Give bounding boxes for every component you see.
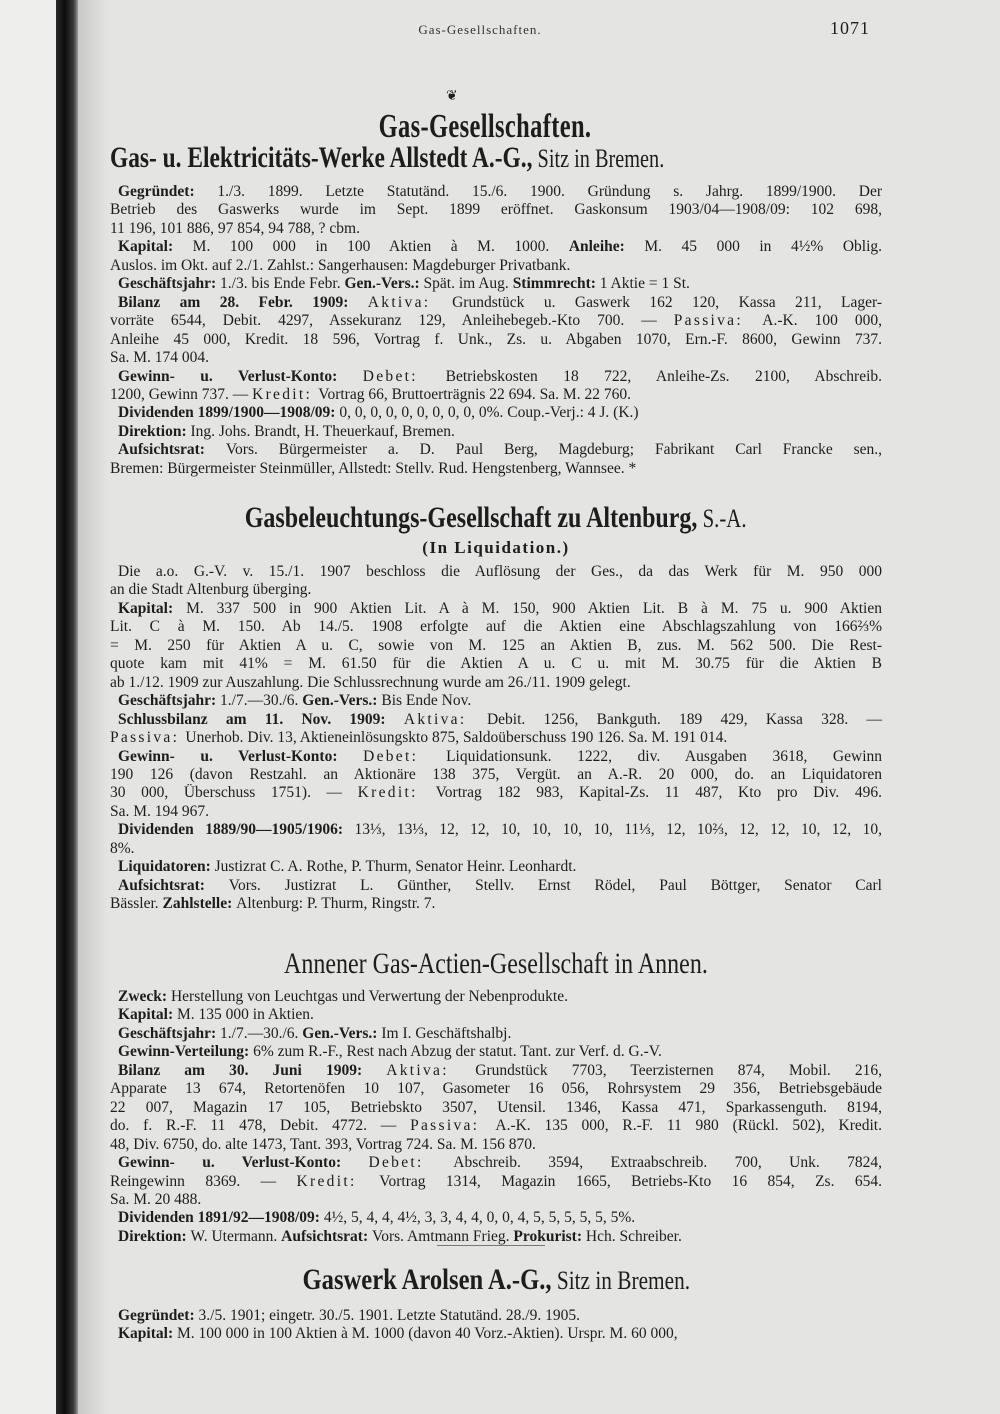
heading-company-name: Gaswerk Arolsen A.-G., bbox=[302, 1263, 552, 1296]
field-label: Gegründet: bbox=[118, 1307, 199, 1324]
field-label: Geschäftsjahr: bbox=[118, 692, 221, 710]
field-value: W. Utermann. bbox=[190, 1227, 282, 1245]
field-value: 48, Div. 6750, do. alte 1473, Tant. 393, Vortrag 724. Sa. M. 156 870. bbox=[110, 1135, 536, 1153]
text-line bbox=[110, 386, 882, 404]
field-value: 0, 0, 0, 0, 0, 0, 0, 0, 0, 0%. Coup.-Verj.: 4 J. (K.) bbox=[339, 404, 639, 422]
text-line bbox=[110, 895, 882, 913]
field-label: Schlussbilanz am 11. Nov. 1909: bbox=[118, 710, 404, 728]
field-value: vorräte 6544, Debit. 4297, Assekuranz 129, Anleihebegeb.-Kto 700. — bbox=[110, 312, 674, 330]
field-value: 8%. bbox=[110, 839, 135, 857]
field-value: Bässler. bbox=[110, 895, 163, 913]
text-line bbox=[110, 368, 882, 386]
text-line bbox=[110, 840, 882, 858]
text-line bbox=[110, 1080, 882, 1098]
heading-seat: Annener Gas-Actien-Gesellschaft in Annen. bbox=[284, 947, 708, 980]
text-line bbox=[110, 257, 882, 275]
paragraph bbox=[110, 1025, 882, 1043]
text-line bbox=[110, 404, 882, 422]
text-line bbox=[110, 581, 882, 599]
field-value: 1200, Gewinn 737. — bbox=[110, 385, 253, 403]
spaced-label: Passiva: bbox=[110, 729, 186, 747]
paragraph bbox=[110, 692, 882, 710]
page-title: Gas-Gesellschaften. bbox=[378, 108, 592, 145]
paragraph bbox=[110, 1043, 882, 1061]
field-value: Lit. C à M. 150. Ab 14./5. 1908 erfolgte auf die Aktien eine Abschlagszahlung von 166⅔% bbox=[110, 618, 882, 636]
field-value: 11 196, 101 886, 97 854, 94 788, ? cbm. bbox=[110, 219, 360, 237]
text-line bbox=[110, 858, 882, 876]
field-label: Gewinn- u. Verlust-Konto: bbox=[118, 367, 363, 385]
field-label: Dividenden 1899/1900—1908/09: bbox=[118, 404, 340, 422]
section-divider bbox=[437, 1245, 545, 1246]
text-line bbox=[110, 1307, 882, 1325]
text-line bbox=[110, 1209, 882, 1227]
text-line bbox=[110, 1117, 882, 1135]
field-value: Hch. Schreiber. bbox=[585, 1227, 682, 1245]
field-value: M. 100 000 in 100 Aktien à M. 1000 (davon 40 Vorz.-Aktien). Urspr. M. 60 000, bbox=[177, 1325, 678, 1343]
text-line bbox=[110, 331, 882, 349]
entry-heading bbox=[110, 946, 882, 982]
field-value: Vors. Justizrat L. Günther, Stellv. Ernst Rödel, Paul Böttger, Senator Carl bbox=[228, 876, 882, 894]
text-line bbox=[110, 563, 882, 581]
paragraph bbox=[110, 423, 882, 441]
text-line bbox=[110, 674, 882, 692]
field-value: 22 007, Magazin 17 105, Betriebskto 3507, Utensil. 1346, Kassa 471, Sparkassenguth. 8194, bbox=[110, 1098, 882, 1116]
heading-seat: Sitz in Bremen. bbox=[532, 144, 665, 173]
previous-page-margin bbox=[0, 0, 56, 1414]
field-label: Geschäftsjahr: bbox=[118, 1024, 221, 1042]
text-line bbox=[110, 1136, 882, 1154]
field-label: Gewinn- u. Verlust-Konto: bbox=[118, 1154, 369, 1172]
spaced-label: Debet: bbox=[362, 367, 446, 385]
field-value: 1 Aktie = 1 St. bbox=[599, 275, 690, 293]
field-value: Sa. M. 20 488. bbox=[110, 1190, 202, 1208]
field-value: Unerhob. Div. 13, Aktieneinlösungskto 875, Saldoüberschuss 190 126. Sa. M. 191 014. bbox=[185, 729, 728, 747]
paragraph bbox=[110, 294, 882, 368]
text-line bbox=[110, 441, 882, 459]
field-label: Direktion: bbox=[118, 422, 191, 440]
field-label: Zweck: bbox=[118, 988, 171, 1005]
field-value: 1./7.—30./6. bbox=[220, 1024, 303, 1042]
field-value: M. 45 000 in 4½% Oblig. bbox=[644, 238, 882, 256]
field-value: Vors. Bürgermeister a. D. Paul Berg, Magdeburg; Fabrikant Carl Francke sen., bbox=[225, 441, 882, 459]
field-label: Bilanz am 30. Juni 1909: bbox=[118, 1061, 387, 1079]
paragraph bbox=[110, 238, 882, 275]
spaced-label: Aktiva: bbox=[367, 293, 453, 311]
field-label: Gen.-Vers.: bbox=[302, 692, 382, 710]
paragraph bbox=[110, 748, 882, 822]
field-label: Aufsichtsrat: bbox=[118, 876, 229, 894]
text-line bbox=[110, 460, 882, 478]
paragraph bbox=[110, 275, 882, 293]
entry-altenburg bbox=[110, 500, 882, 914]
field-value: Vortrag 182 983, Kapital-Zs. 11 487, Kto pro Div. 496. bbox=[435, 784, 883, 802]
text-line bbox=[110, 1173, 882, 1191]
entry-allstedt bbox=[110, 140, 882, 478]
field-label: Kapital: bbox=[118, 1325, 177, 1343]
field-label: Kapital: bbox=[118, 599, 187, 617]
field-value: M. 135 000 in Aktien. bbox=[177, 1006, 314, 1024]
text-line bbox=[110, 423, 882, 441]
text-line bbox=[110, 711, 882, 729]
field-value: Auslos. im Okt. auf 2./1. Zahlst.: Sangerhausen: Magdeburger Privatbank. bbox=[110, 256, 571, 274]
field-value: 4½, 5, 4, 4, 4½, 3, 3, 4, 4, 0, 0, 4, 5, 5, 5, 5, 5, 5%. bbox=[323, 1209, 636, 1227]
text-line bbox=[110, 766, 882, 784]
field-label: Gewinn-Verteilung: bbox=[118, 1043, 254, 1061]
field-value: Vors. Amtmann Frieg. bbox=[372, 1227, 514, 1245]
text-line bbox=[110, 1043, 882, 1061]
field-value: 6% zum R.-F., Rest nach Abzug der statut. Tant. zur Verf. d. G.-V. bbox=[253, 1043, 662, 1061]
paragraph bbox=[110, 404, 882, 422]
spaced-label: Kredit: bbox=[252, 385, 319, 403]
field-value: 13⅓, 13⅓, 12, 12, 10, 10, 10, 10, 11⅓, 12, 10⅔, 12, 12, 10, 12, 10, bbox=[354, 821, 882, 839]
paragraph bbox=[110, 183, 882, 238]
binding-shadow bbox=[78, 0, 108, 1414]
entry-annen bbox=[110, 946, 882, 1246]
field-label: Anleihe: bbox=[568, 238, 645, 256]
text-line bbox=[110, 1154, 882, 1172]
field-label: Dividenden 1889/90—1905/1906: bbox=[118, 821, 355, 839]
field-value: Grundstück 7703, Teerzisternen 874, Mobil. 216, bbox=[475, 1061, 882, 1079]
text-line bbox=[110, 600, 882, 618]
spaced-label: Debet: bbox=[363, 747, 447, 765]
heading-seat: Sitz in Bremen. bbox=[551, 1266, 690, 1295]
field-value: = M. 250 für Aktien A u. C, sowie von M. 125 an Aktien B, zus. M. 562 500. Die Rest- bbox=[110, 636, 882, 654]
entry-heading bbox=[110, 1262, 882, 1299]
field-value: Sa. M. 174 004. bbox=[110, 349, 210, 367]
entry-heading bbox=[110, 500, 882, 537]
text-line bbox=[110, 988, 882, 1006]
heading-seat: S.-A. bbox=[697, 504, 747, 533]
paragraph bbox=[110, 1307, 882, 1325]
field-label: Kapital: bbox=[118, 1006, 177, 1024]
text-line bbox=[110, 275, 882, 293]
field-value: Anleihe 45 000, Kredit. 18 596, Vortrag f. Unk., Zs. u. Abgaben 1070, Ern.-F. 8600, Gewinn 737. bbox=[110, 330, 882, 348]
paragraph bbox=[110, 563, 882, 600]
field-value: Die a.o. G.-V. v. 15./1. 1907 beschloss die Auflösung der Ges., da das Werk für M. 950 000 bbox=[118, 563, 882, 580]
field-value: Im I. Geschäftshalbj. bbox=[381, 1024, 512, 1042]
paragraph bbox=[110, 711, 882, 748]
field-label: Prokurist: bbox=[513, 1227, 586, 1245]
field-label: Gewinn- u. Verlust-Konto: bbox=[118, 747, 364, 765]
text-line bbox=[110, 784, 882, 802]
field-value: Apparate 13 674, Retortenöfen 10 107, Gasometer 16 056, Rohrsystem 29 356, Betriebsgebäude bbox=[110, 1080, 882, 1098]
field-value: Ing. Johs. Brandt, H. Theuerkauf, Bremen. bbox=[190, 422, 455, 440]
text-line bbox=[110, 1099, 882, 1117]
text-line bbox=[110, 1006, 882, 1024]
field-value: Sa. M. 194 967. bbox=[110, 802, 210, 820]
spaced-label: Kredit: bbox=[296, 1172, 380, 1190]
text-line bbox=[110, 729, 882, 747]
field-value: 1./3. bis Ende Febr. bbox=[220, 275, 345, 293]
entry-arolsen bbox=[110, 1262, 882, 1344]
field-label: Kapital: bbox=[118, 238, 193, 256]
text-line bbox=[110, 312, 882, 330]
spaced-label: Debet: bbox=[368, 1154, 454, 1172]
text-line bbox=[110, 821, 882, 839]
field-label: Stimmrecht: bbox=[512, 275, 600, 293]
text-line bbox=[110, 349, 882, 367]
paragraph bbox=[110, 1006, 882, 1024]
field-value: Liquidationsunk. 1222, div. Ausgaben 3618, Gewinn bbox=[446, 747, 883, 765]
text-line bbox=[110, 1228, 882, 1246]
ornament-icon: ❦ bbox=[446, 89, 458, 104]
field-value: Abschreib. 3594, Extraabschreib. 700, Unk. 7824, bbox=[453, 1154, 882, 1172]
field-label: Aufsichtsrat: bbox=[118, 441, 226, 459]
entry-heading bbox=[110, 140, 882, 177]
field-value: do. f. R.-F. 11 478, Debit. 4772. — bbox=[110, 1117, 411, 1135]
field-value: 3./5. 1901; eingetr. 30./5. 1901. Letzte Statutänd. 28./9. 1905. bbox=[198, 1307, 580, 1324]
field-value: Herstellung von Leuchtgas und Verwertung der Nebenprodukte. bbox=[170, 988, 568, 1005]
field-label: Bilanz am 28. Febr. 1909: bbox=[118, 293, 368, 311]
field-value: Grundstück u. Gaswerk 162 120, Kassa 211, Lager- bbox=[452, 293, 882, 311]
book-binding bbox=[56, 0, 78, 1414]
text-line bbox=[110, 238, 882, 256]
text-line bbox=[110, 618, 882, 636]
field-value: Bremen: Bürgermeister Steinmüller, Allstedt: Stellv. Rud. Hengstenberg, Wannsee. * bbox=[110, 459, 637, 477]
paragraph bbox=[110, 1154, 882, 1209]
spaced-label: Kredit: bbox=[357, 784, 436, 802]
field-value: Vortrag 1314, Magazin 1665, Betriebs-Kto 16 854, Zs. 654. bbox=[379, 1172, 883, 1190]
field-value: M. 337 500 in 900 Aktien Lit. A à M. 150, 900 Aktien Lit. B à M. 75 u. 900 Aktien bbox=[186, 599, 882, 617]
paragraph bbox=[110, 1228, 882, 1246]
text-line bbox=[110, 201, 882, 219]
field-value: Altenburg: P. Thurm, Ringstr. 7. bbox=[236, 895, 436, 913]
field-label: Zahlstelle: bbox=[162, 895, 237, 913]
text-line bbox=[110, 220, 882, 238]
spaced-label: Aktiva: bbox=[386, 1061, 476, 1079]
field-value: Betriebskosten 18 722, Anleihe-Zs. 2100, Abschreib. bbox=[445, 367, 882, 385]
text-line bbox=[110, 1062, 882, 1080]
paragraph bbox=[110, 877, 882, 914]
text-line bbox=[110, 803, 882, 821]
text-line bbox=[110, 748, 882, 766]
paragraph bbox=[110, 988, 882, 1006]
field-value: 190 126 (davon Restzahl. an Aktionäre 138 375, Vergüt. an A.-R. 20 000, do. an Liquidatoren bbox=[110, 765, 882, 783]
page-number: 1071 bbox=[830, 18, 870, 38]
field-value: Reingewinn 8369. — bbox=[110, 1172, 297, 1190]
paragraph bbox=[110, 368, 882, 405]
paragraph bbox=[110, 1209, 882, 1227]
paragraph bbox=[110, 1062, 882, 1154]
field-label: Geschäftsjahr: bbox=[118, 275, 221, 293]
text-line bbox=[110, 183, 882, 201]
text-line bbox=[110, 637, 882, 655]
field-value: Spät. im Aug. bbox=[423, 275, 513, 293]
field-value: quote kam mit 41% = M. 61.50 für die Aktien A u. C u. mit M. 30.75 für die Aktien B bbox=[110, 655, 882, 673]
field-label: Direktion: bbox=[118, 1227, 191, 1245]
field-value: 1./3. 1899. Letzte Statutänd. 15./6. 1900. Gründung s. Jahrg. 1899/1900. Der bbox=[217, 183, 882, 200]
field-value: an die Stadt Altenburg überging. bbox=[110, 581, 312, 599]
field-value: Betrieb des Gaswerks wurde im Sept. 1899 eröffnet. Gaskonsum 1903/04—1908/09: 102 698, bbox=[110, 201, 882, 219]
text-line bbox=[110, 877, 882, 895]
field-label: Gen.-Vers.: bbox=[302, 1024, 382, 1042]
paragraph bbox=[110, 1325, 882, 1343]
field-value: M. 100 000 in 100 Aktien à M. 1000. bbox=[192, 238, 569, 256]
field-value: A.-K. 135 000, R.-F. 11 980 (Rückl. 502), Kredit. bbox=[495, 1117, 882, 1135]
field-value: 30 000, Überschuss 1751). — bbox=[110, 784, 358, 802]
field-value: Debit. 1256, Bankguth. 189 429, Kassa 328. — bbox=[486, 710, 882, 728]
field-value: ab 1./12. 1909 zur Auszahlung. Die Schlussrechnung wurde am 26./11. 1909 gelegt. bbox=[110, 673, 631, 691]
field-value: A.-K. 100 000, bbox=[762, 312, 882, 330]
field-label: Liquidatoren: bbox=[118, 858, 215, 876]
liquidation-subheading: (In Liquidation.) bbox=[422, 538, 570, 557]
field-label: Gegründet: bbox=[118, 183, 218, 200]
field-label: Dividenden 1891/92—1908/09: bbox=[118, 1209, 324, 1227]
paragraph bbox=[110, 858, 882, 876]
spaced-label: Aktiva: bbox=[403, 710, 487, 728]
field-value: Justizrat C. A. Rothe, P. Thurm, Senator Heinr. Leonhardt. bbox=[214, 858, 577, 876]
text-line bbox=[110, 1191, 882, 1209]
paragraph bbox=[110, 600, 882, 692]
paragraph bbox=[110, 821, 882, 858]
paragraph bbox=[110, 441, 882, 478]
text-line bbox=[110, 1025, 882, 1043]
text-line bbox=[110, 1325, 882, 1343]
field-value: Vortrag 66, Bruttoerträgnis 22 694. Sa. M. 22 760. bbox=[318, 385, 631, 403]
heading-company-name: Gas- u. Elektricitäts-Werke Allstedt A.-G., bbox=[110, 141, 533, 174]
text-line bbox=[110, 655, 882, 673]
spaced-label: Passiva: bbox=[673, 312, 763, 330]
heading-company-name: Gasbeleuchtungs-Gesellschaft zu Altenburg, bbox=[245, 501, 698, 534]
field-label: Gen.-Vers.: bbox=[344, 275, 424, 293]
field-value: 1./7.—30./6. bbox=[220, 692, 303, 710]
text-line bbox=[110, 692, 882, 710]
spaced-label: Passiva: bbox=[410, 1117, 496, 1135]
running-head: Gas-Gesellschaften. bbox=[418, 22, 542, 37]
field-label: Aufsichtsrat: bbox=[281, 1227, 373, 1245]
field-value: Bis Ende Nov. bbox=[381, 692, 472, 710]
text-line bbox=[110, 294, 882, 312]
